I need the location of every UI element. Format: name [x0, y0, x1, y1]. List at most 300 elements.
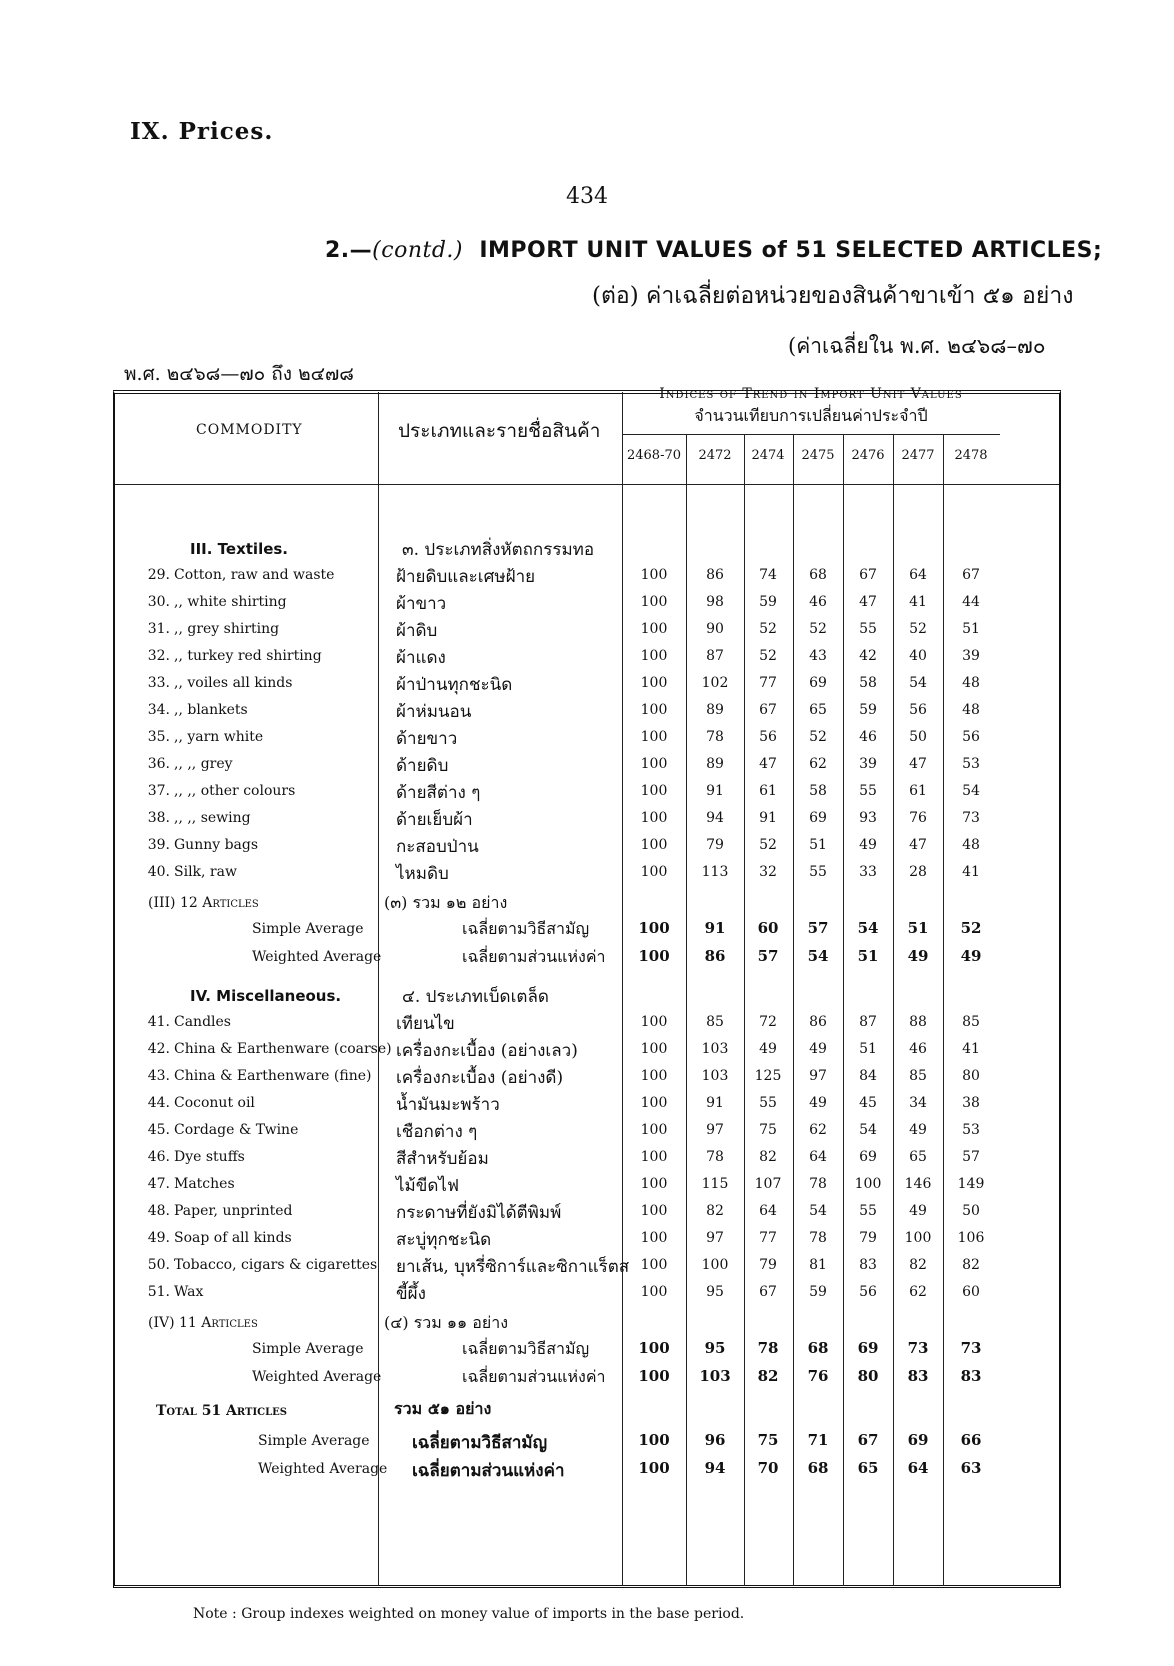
table-cell: 40 — [909, 648, 927, 664]
table-cell: 82 — [706, 1203, 724, 1219]
header-indices-thai: จำนวนเทียบการเปลี่ยนค่าประจำปี — [694, 406, 928, 425]
table-cell: 73 — [960, 1339, 982, 1357]
table-cell: 82 — [757, 1367, 779, 1385]
row-commodity-thai: ด้ายขาว — [396, 729, 458, 749]
table-cell: 100 — [640, 675, 668, 691]
table-cell: 47 — [759, 756, 777, 772]
row-commodity: Tobacco, cigars & cigarettes — [174, 1257, 378, 1273]
table-cell: 86 — [704, 947, 726, 965]
row-commodity-thai: ด้ายดิบ — [396, 756, 449, 776]
table-cell: 56 — [859, 1284, 877, 1300]
group-summary-label-thai: (๔) รวม ๑๑ อย่าง — [384, 1313, 509, 1332]
simple-average-label-thai: เฉลี่ยตามวิธีสามัญ — [462, 919, 590, 938]
table-cell: 69 — [809, 675, 827, 691]
table-cell: 82 — [962, 1257, 980, 1273]
table-cell: 46 — [809, 594, 827, 610]
table-cell: 100 — [638, 1459, 670, 1477]
table-cell: 95 — [706, 1284, 724, 1300]
total-weighted-label: Weighted Average — [258, 1461, 388, 1477]
table-cell: 54 — [962, 783, 980, 799]
table-cell: 83 — [960, 1367, 982, 1385]
table-cell: 81 — [809, 1257, 827, 1273]
group-title: IV. Miscellaneous. — [190, 987, 342, 1005]
row-commodity: Matches — [174, 1176, 235, 1192]
table-cell: 61 — [909, 783, 927, 799]
table-cell: 55 — [809, 864, 827, 880]
year-header: 2476 — [851, 448, 885, 463]
row-commodity-thai: ผ้าดิบ — [396, 621, 438, 641]
table-cell: 100 — [640, 1068, 668, 1084]
table-cell: 51 — [809, 837, 827, 853]
table-cell: 49 — [907, 947, 929, 965]
header-rule-bottom — [115, 484, 1059, 485]
table-cell: 102 — [701, 675, 729, 691]
row-commodity-thai: ผ้าแดง — [396, 648, 446, 668]
table-cell: 53 — [962, 1122, 980, 1138]
row-commodity: Dye stuffs — [174, 1149, 245, 1165]
row-commodity: ,, yarn white — [174, 729, 264, 745]
table-cell: 68 — [807, 1459, 829, 1477]
table-cell: 48 — [962, 675, 980, 691]
table-cell: 125 — [754, 1068, 782, 1084]
table-cell: 43 — [809, 648, 827, 664]
year-header: 2477 — [901, 448, 935, 463]
table-cell: 100 — [640, 567, 668, 583]
row-number: 43. — [147, 1068, 170, 1084]
table-cell: 83 — [907, 1367, 929, 1385]
row-number: 44. — [147, 1095, 170, 1111]
page-title — [325, 238, 1102, 263]
year-header: 2468-70 — [626, 448, 682, 463]
table-cell: 52 — [759, 837, 777, 853]
row-commodity: Candles — [174, 1014, 231, 1030]
table-cell: 53 — [962, 756, 980, 772]
table-cell: 103 — [701, 1068, 729, 1084]
row-commodity-thai: กระดาษที่ยังมิได้ตีพิมพ์ — [396, 1203, 562, 1223]
row-number: 42. — [147, 1041, 170, 1057]
table-cell: 28 — [909, 864, 927, 880]
table-cell: 100 — [640, 1203, 668, 1219]
row-commodity-thai: ไหมดิบ — [396, 864, 449, 884]
table-cell: 100 — [640, 837, 668, 853]
table-cell: 97 — [706, 1230, 724, 1246]
table-cell: 79 — [859, 1230, 877, 1246]
header-commodity: COMMODITY — [196, 422, 303, 438]
table-cell: 90 — [706, 621, 724, 637]
table-cell: 80 — [857, 1367, 879, 1385]
row-commodity: ,, ,, other colours — [174, 783, 296, 799]
table-cell: 78 — [706, 729, 724, 745]
table-cell: 52 — [759, 621, 777, 637]
weighted-average-label: Weighted Average — [252, 949, 382, 965]
table-cell: 68 — [809, 567, 827, 583]
table-cell: 73 — [962, 810, 980, 826]
row-commodity: Gunny bags — [174, 837, 259, 853]
table-cell: 68 — [807, 1339, 829, 1357]
table-cell: 83 — [859, 1257, 877, 1273]
row-number: 30. — [147, 594, 170, 610]
table-cell: 57 — [757, 947, 779, 965]
row-commodity: ,, ,, grey — [174, 756, 233, 772]
table-cell: 100 — [638, 1339, 670, 1357]
table-cell: 91 — [759, 810, 777, 826]
row-commodity: Coconut oil — [174, 1095, 255, 1111]
table-cell: 55 — [859, 783, 877, 799]
table-cell: 100 — [640, 1230, 668, 1246]
table-cell: 69 — [907, 1431, 929, 1449]
row-number: 38. — [147, 810, 170, 826]
row-commodity: ,, blankets — [174, 702, 248, 718]
table-cell: 100 — [640, 1257, 668, 1273]
table-cell: 46 — [909, 1041, 927, 1057]
table-cell: 65 — [857, 1459, 879, 1477]
table-cell: 69 — [857, 1339, 879, 1357]
table-cell: 100 — [640, 648, 668, 664]
table-cell: 100 — [638, 1367, 670, 1385]
table-cell: 100 — [640, 864, 668, 880]
table-cell: 85 — [909, 1068, 927, 1084]
group-summary-label: (III) 12 Articles — [148, 895, 259, 911]
row-commodity: Silk, raw — [174, 864, 237, 880]
table-cell: 106 — [957, 1230, 985, 1246]
table-cell: 85 — [962, 1014, 980, 1030]
row-number: 49. — [147, 1230, 170, 1246]
table-cell: 146 — [904, 1176, 932, 1192]
table-cell: 51 — [857, 947, 879, 965]
simple-average-label-thai: เฉลี่ยตามวิธีสามัญ — [462, 1339, 590, 1358]
row-number: 31. — [147, 621, 170, 637]
table-cell: 50 — [962, 1203, 980, 1219]
header-rule-years — [622, 434, 1000, 435]
table-cell: 57 — [962, 1149, 980, 1165]
section-heading: IX. Prices. — [130, 118, 274, 145]
row-number: 50. — [147, 1257, 170, 1273]
table-cell: 41 — [909, 594, 927, 610]
table-cell: 77 — [759, 675, 777, 691]
table-cell: 56 — [759, 729, 777, 745]
table-cell: 54 — [909, 675, 927, 691]
table-cell: 49 — [960, 947, 982, 965]
table-cell: 56 — [909, 702, 927, 718]
year-header: 2475 — [801, 448, 835, 463]
row-commodity-thai: สีสำหรับย้อม — [396, 1149, 489, 1169]
table-cell: 58 — [809, 783, 827, 799]
table-cell: 71 — [807, 1431, 829, 1449]
table-cell: 91 — [706, 1095, 724, 1111]
table-cell: 49 — [809, 1095, 827, 1111]
table-cell: 47 — [909, 837, 927, 853]
table-cell: 95 — [704, 1339, 726, 1357]
table-cell: 54 — [857, 919, 879, 937]
row-number: 34. — [147, 702, 170, 718]
table-cell: 45 — [859, 1095, 877, 1111]
table-cell: 97 — [809, 1068, 827, 1084]
table-cell: 100 — [701, 1257, 729, 1273]
table-cell: 100 — [640, 1014, 668, 1030]
table-cell: 100 — [640, 1095, 668, 1111]
row-number: 35. — [147, 729, 170, 745]
table-cell: 64 — [759, 1203, 777, 1219]
group-summary-label-thai: (๓) รวม ๑๒ อย่าง — [384, 893, 508, 912]
table-cell: 100 — [640, 729, 668, 745]
table-cell: 79 — [706, 837, 724, 853]
table-cell: 93 — [859, 810, 877, 826]
row-commodity: ,, white shirting — [174, 594, 287, 610]
row-commodity: ,, ,, sewing — [174, 810, 251, 826]
table-cell: 46 — [859, 729, 877, 745]
table-cell: 75 — [759, 1122, 777, 1138]
table-cell: 62 — [809, 1122, 827, 1138]
row-number: 40. — [147, 864, 170, 880]
table-cell: 79 — [759, 1257, 777, 1273]
period-thai: พ.ศ. ๒๔๖๘—๗๐ ถึง ๒๔๗๘ — [124, 363, 354, 385]
table-cell: 76 — [807, 1367, 829, 1385]
table-cell: 65 — [809, 702, 827, 718]
row-commodity-thai: ผ้าห่มนอน — [396, 702, 472, 722]
table-cell: 58 — [859, 675, 877, 691]
table-cell: 91 — [706, 783, 724, 799]
table-cell: 52 — [809, 729, 827, 745]
table-cell: 49 — [809, 1041, 827, 1057]
row-number: 39. — [147, 837, 170, 853]
table-cell: 47 — [859, 594, 877, 610]
table-cell: 76 — [909, 810, 927, 826]
row-commodity-thai: ฝ้ายดิบและเศษฝ้าย — [396, 567, 536, 587]
row-commodity-thai: เครื่องกะเบื้อง (อย่างดี) — [396, 1068, 564, 1088]
table-cell: 67 — [962, 567, 980, 583]
table-cell: 75 — [757, 1431, 779, 1449]
table-cell: 50 — [909, 729, 927, 745]
row-commodity-thai: เครื่องกะเบื้อง (อย่างเลว) — [396, 1041, 578, 1061]
table-cell: 100 — [638, 919, 670, 937]
group-title-thai: ๓. ประเภทสิ่งหัตถกรรมทอ — [402, 540, 595, 560]
table-cell: 72 — [759, 1014, 777, 1030]
table-cell: 100 — [640, 783, 668, 799]
row-number: 46. — [147, 1149, 170, 1165]
table-cell: 107 — [754, 1176, 782, 1192]
table-cell: 100 — [640, 1284, 668, 1300]
table-cell: 56 — [962, 729, 980, 745]
row-commodity: ,, voiles all kinds — [174, 675, 293, 691]
table-cell: 67 — [859, 567, 877, 583]
table-cell: 80 — [962, 1068, 980, 1084]
table-cell: 100 — [638, 1431, 670, 1449]
title-prefix: 2.— — [325, 238, 373, 263]
weighted-average-label: Weighted Average — [252, 1369, 382, 1385]
table-cell: 67 — [759, 702, 777, 718]
group-title-thai: ๔. ประเภทเบ็ดเตล็ด — [402, 987, 549, 1007]
table-cell: 67 — [759, 1284, 777, 1300]
table-cell: 91 — [704, 919, 726, 937]
row-commodity: Paper, unprinted — [174, 1203, 293, 1219]
page-title-thai: (ต่อ) ค่าเฉลี่ยต่อหน่วยของสินค้าขาเข้า ๕๑ อย่าง — [592, 283, 1074, 309]
table-cell: 39 — [962, 648, 980, 664]
row-number: 37. — [147, 783, 170, 799]
table-cell: 64 — [907, 1459, 929, 1477]
table-cell: 48 — [962, 702, 980, 718]
table-cell: 39 — [859, 756, 877, 772]
table-cell: 89 — [706, 756, 724, 772]
simple-average-label: Simple Average — [252, 921, 364, 937]
table-cell: 100 — [638, 947, 670, 965]
row-number: 48. — [147, 1203, 170, 1219]
row-commodity: Cordage & Twine — [174, 1122, 299, 1138]
table-cell: 87 — [859, 1014, 877, 1030]
table-cell: 100 — [640, 1041, 668, 1057]
table-cell: 69 — [809, 810, 827, 826]
row-number: 45. — [147, 1122, 170, 1138]
table-cell: 66 — [960, 1431, 982, 1449]
table-cell: 70 — [757, 1459, 779, 1477]
table-cell: 100 — [640, 702, 668, 718]
table-cell: 52 — [809, 621, 827, 637]
total-label-thai: รวม ๕๑ อย่าง — [394, 1399, 492, 1418]
divider-commodity-thai — [378, 392, 379, 1586]
table-cell: 97 — [706, 1122, 724, 1138]
table-cell: 100 — [904, 1230, 932, 1246]
year-header: 2478 — [954, 448, 988, 463]
table-cell: 48 — [962, 837, 980, 853]
row-commodity-thai: เชือกต่าง ๆ — [396, 1122, 478, 1142]
table-cell: 59 — [759, 594, 777, 610]
table-cell: 103 — [699, 1367, 731, 1385]
table-cell: 49 — [859, 837, 877, 853]
table-cell: 54 — [809, 1203, 827, 1219]
table-cell: 54 — [859, 1122, 877, 1138]
group-title: III. Textiles. — [190, 540, 289, 558]
table-cell: 55 — [759, 1095, 777, 1111]
table-cell: 47 — [909, 756, 927, 772]
group-summary-label: (IV) 11 Articles — [148, 1315, 258, 1331]
table-cell: 59 — [859, 702, 877, 718]
table-cell: 74 — [759, 567, 777, 583]
table-cell: 62 — [909, 1284, 927, 1300]
table-cell: 44 — [962, 594, 980, 610]
row-number: 33. — [147, 675, 170, 691]
table-cell: 84 — [859, 1068, 877, 1084]
table-cell: 149 — [957, 1176, 985, 1192]
table-cell: 59 — [809, 1284, 827, 1300]
weighted-average-label-thai: เฉลี่ยตามส่วนแห่งค่า — [462, 1367, 606, 1386]
table-cell: 100 — [854, 1176, 882, 1192]
table-cell: 98 — [706, 594, 724, 610]
table-cell: 55 — [859, 1203, 877, 1219]
row-commodity-thai: กะสอบป่าน — [396, 837, 479, 857]
table-cell: 52 — [960, 919, 982, 937]
table-cell: 77 — [759, 1230, 777, 1246]
year-header: 2474 — [751, 448, 785, 463]
row-commodity-thai: ผ้าป่านทุกชะนิด — [396, 675, 513, 695]
table-cell: 94 — [704, 1459, 726, 1477]
table-cell: 61 — [759, 783, 777, 799]
table-cell: 60 — [757, 919, 779, 937]
row-commodity: Wax — [174, 1284, 204, 1300]
table-cell: 78 — [809, 1230, 827, 1246]
table-cell: 34 — [909, 1095, 927, 1111]
table-cell: 51 — [859, 1041, 877, 1057]
table-cell: 65 — [909, 1149, 927, 1165]
total-weighted-label-thai: เฉลี่ยตามส่วนแห่งค่า — [412, 1461, 565, 1481]
table-cell: 100 — [640, 810, 668, 826]
row-commodity: China & Earthenware (fine) — [174, 1068, 372, 1084]
table-cell: 89 — [706, 702, 724, 718]
table-cell: 100 — [640, 756, 668, 772]
row-number: 32. — [147, 648, 170, 664]
table-cell: 42 — [859, 648, 877, 664]
row-commodity-thai: ขี้ผึ้ง — [396, 1284, 426, 1304]
row-commodity: ,, grey shirting — [174, 621, 280, 637]
row-commodity: Cotton, raw and waste — [174, 567, 335, 583]
total-simple-label-thai: เฉลี่ยตามวิธีสามัญ — [412, 1433, 548, 1453]
table-cell: 82 — [909, 1257, 927, 1273]
year-header: 2472 — [698, 448, 732, 463]
row-commodity-thai: น้ำมันมะพร้าว — [396, 1095, 500, 1115]
table-cell: 69 — [859, 1149, 877, 1165]
weighted-average-label-thai: เฉลี่ยตามส่วนแห่งค่า — [462, 947, 606, 966]
row-number: 41. — [147, 1014, 170, 1030]
table-cell: 87 — [706, 648, 724, 664]
title-contd: (contd.) — [372, 238, 463, 263]
table-cell: 78 — [706, 1149, 724, 1165]
table-cell: 57 — [807, 919, 829, 937]
table-cell: 64 — [809, 1149, 827, 1165]
table-cell: 51 — [962, 621, 980, 637]
table-cell: 73 — [907, 1339, 929, 1357]
table-cell: 49 — [909, 1122, 927, 1138]
row-number: 47. — [147, 1176, 170, 1192]
table-cell: 52 — [909, 621, 927, 637]
header-indices: Indices of Trend in Import Unit Values — [659, 386, 963, 402]
table-cell: 41 — [962, 1041, 980, 1057]
row-commodity: China & Earthenware (coarse) — [174, 1041, 392, 1057]
table-cell: 64 — [909, 567, 927, 583]
total-label: Total 51 Articles — [156, 1403, 287, 1419]
row-number: 36. — [147, 756, 170, 772]
row-commodity-thai: ยาเส้น, บุหรี่ซิการ์และซิกาแร็ตส — [396, 1257, 630, 1277]
table-cell: 94 — [706, 810, 724, 826]
table-cell: 103 — [701, 1041, 729, 1057]
table-cell: 52 — [759, 648, 777, 664]
table-cell: 62 — [809, 756, 827, 772]
table-cell: 33 — [859, 864, 877, 880]
table-cell: 82 — [759, 1149, 777, 1165]
header-commodity-thai: ประเภทและรายชื่อสินค้า — [398, 420, 601, 442]
table-cell: 78 — [809, 1176, 827, 1192]
row-commodity-thai: ด้ายสีต่าง ๆ — [396, 783, 481, 803]
table-cell: 49 — [759, 1041, 777, 1057]
table-cell: 100 — [640, 1149, 668, 1165]
table-cell: 85 — [706, 1014, 724, 1030]
row-commodity-thai: ไม้ขีดไฟ — [396, 1176, 460, 1196]
table-cell: 115 — [701, 1176, 729, 1192]
table-cell: 88 — [909, 1014, 927, 1030]
title-main: IMPORT UNIT VALUES of 51 SELECTED ARTICLES; — [479, 238, 1103, 263]
total-simple-label: Simple Average — [258, 1433, 370, 1449]
table-cell: 49 — [909, 1203, 927, 1219]
table-cell: 51 — [907, 919, 929, 937]
table-cell: 67 — [857, 1431, 879, 1449]
row-commodity: Soap of all kinds — [174, 1230, 292, 1246]
table-cell: 54 — [807, 947, 829, 965]
row-commodity: ,, turkey red shirting — [174, 648, 322, 664]
table-cell: 86 — [706, 567, 724, 583]
row-commodity-thai: ผ้าขาว — [396, 594, 447, 614]
row-commodity-thai: สะบู่ทุกชะนิด — [396, 1230, 492, 1250]
page-subtitle-thai: (ค่าเฉลี่ยใน พ.ศ. ๒๔๖๘–๗๐ — [788, 334, 1046, 358]
table-cell: 100 — [640, 594, 668, 610]
table-cell: 63 — [960, 1459, 982, 1477]
row-number: 29. — [147, 567, 170, 583]
